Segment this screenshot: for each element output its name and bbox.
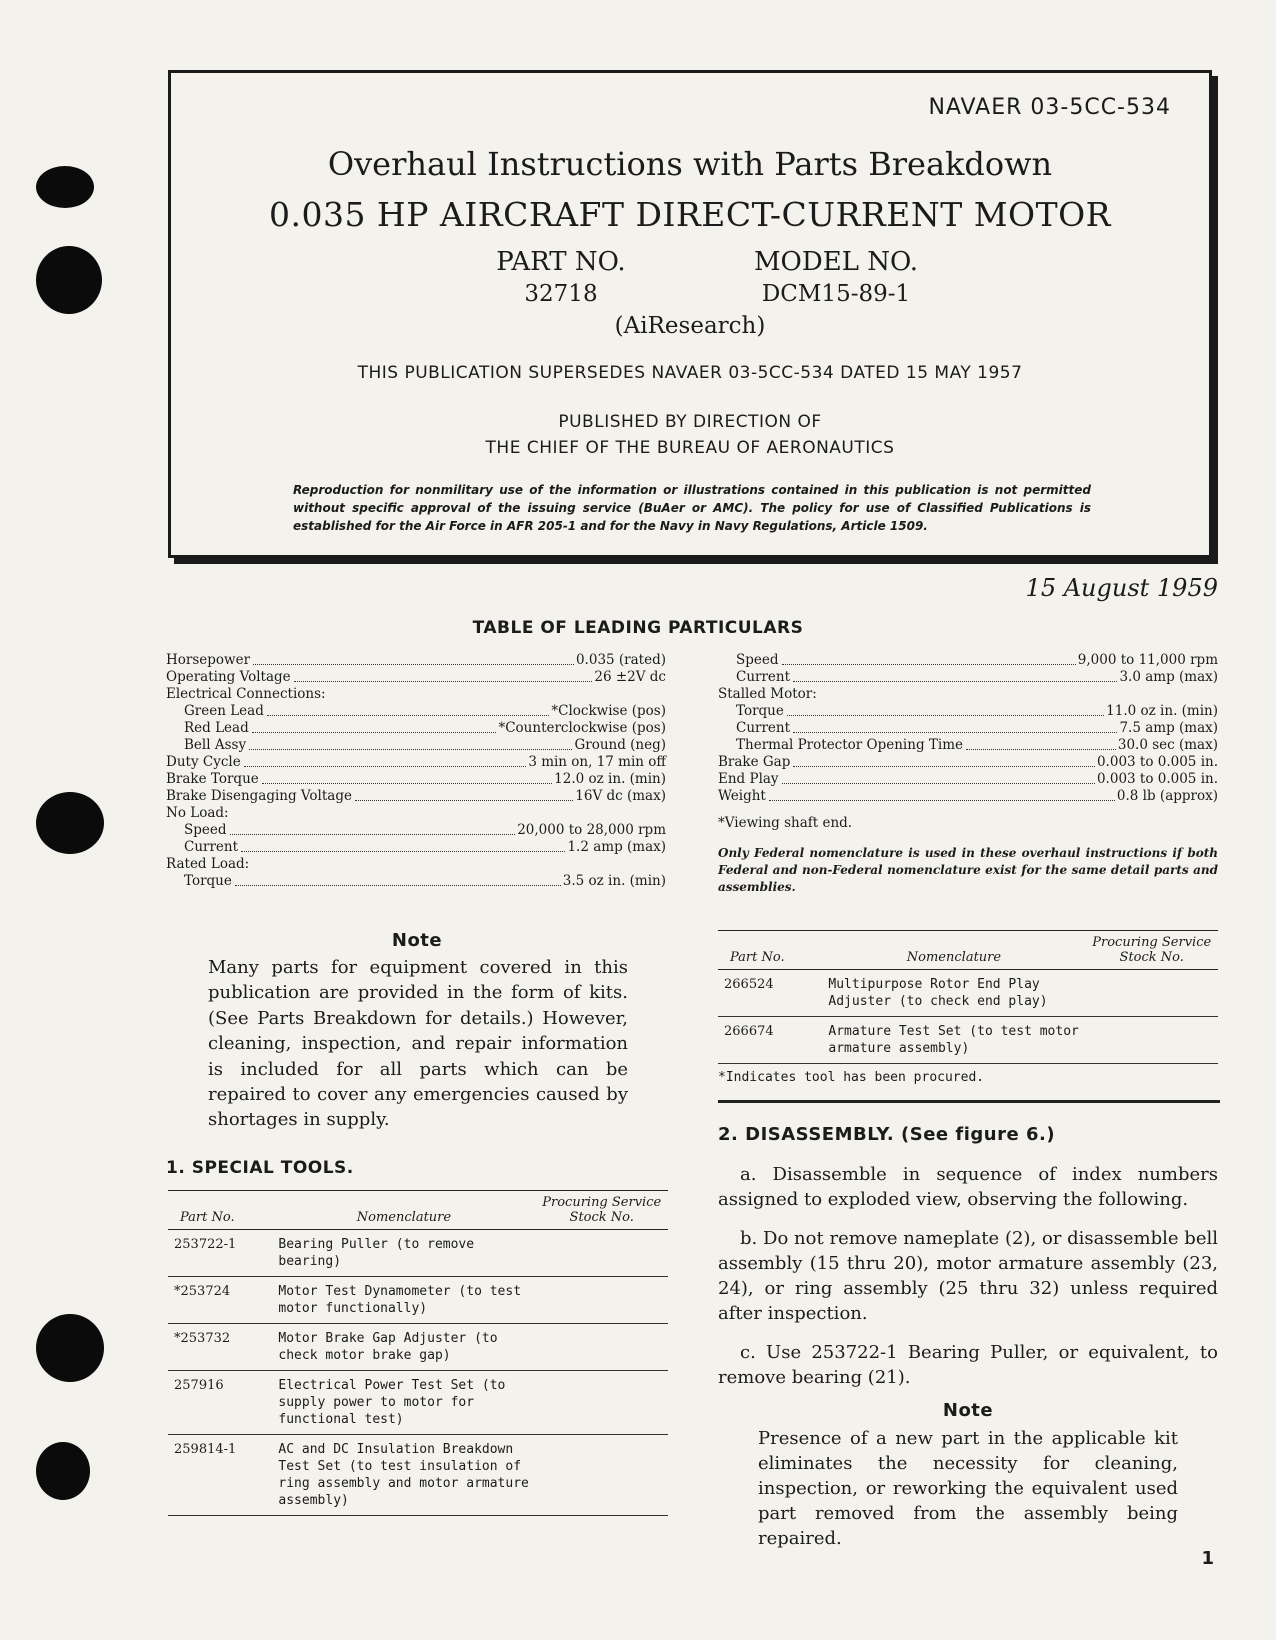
table-row: [718, 970, 1218, 1017]
disassembly-heading: 2. DISASSEMBLY. (See figure 6.): [718, 1124, 1056, 1145]
particular-label: Stalled Motor:: [718, 686, 817, 702]
published-line1: PUBLISHED BY DIRECTION OF: [558, 412, 822, 432]
particular-row: [718, 788, 1218, 805]
nomenclature-note: Only Federal nomenclature is used in these overhaul instructions if both Federal and non-Federal nomenclature exist for the same detail parts and assemblies.: [718, 846, 1218, 894]
disassembly-step-b: b. Do not remove nameplate (2), or disassemble bell assembly (15 thru 20), motor armature assembly (23, 24), or ring assembly (25 thru 32) unless required after inspection.: [718, 1228, 1218, 1324]
publication-number: NAVAER 03-5CC-534: [928, 95, 1171, 120]
tool-nomenclature: Motor Brake Gap Adjuster (to check motor brake gap): [272, 1324, 535, 1371]
particular-row: [166, 686, 666, 703]
tool-nomenclature: Motor Test Dynamometer (to test motor functionally): [272, 1277, 535, 1324]
tool-stock-number: [535, 1230, 668, 1277]
tool-stock-number: [535, 1324, 668, 1371]
table-row: [168, 1277, 668, 1324]
particular-value: 16V dc (max): [575, 788, 666, 804]
particular-row: [166, 652, 666, 669]
table-row: [718, 1017, 1218, 1064]
particular-label: Duty Cycle: [166, 754, 241, 770]
document-title: Overhaul Instructions with Parts Breakdown: [327, 145, 1053, 183]
particular-label: No Load:: [166, 805, 229, 821]
tool-nomenclature: Armature Test Set (to test motor armature assembly): [822, 1017, 1085, 1064]
particular-row: [718, 703, 1218, 720]
leader-dots: [267, 703, 550, 716]
tool-part-number: 266524: [718, 970, 822, 1017]
particular-label: Speed: [184, 822, 227, 838]
particular-value: 20,000 to 28,000 rpm: [517, 822, 666, 838]
col-stock-no: Procuring Service Stock No.: [1085, 931, 1218, 970]
leader-dots: [355, 788, 573, 801]
section-divider: [718, 1100, 1220, 1103]
tool-part-number: 259814-1: [168, 1435, 272, 1516]
leader-dots: [294, 669, 593, 682]
particular-label: Bell Assy: [184, 737, 247, 753]
tool-nomenclature: Electrical Power Test Set (to supply power to motor for functional test): [272, 1371, 535, 1435]
tool-part-number: *253724: [168, 1277, 272, 1324]
particular-value: *Counterclockwise (pos): [498, 720, 666, 736]
particular-value: 11.0 oz in. (min): [1106, 703, 1218, 719]
model-label: MODEL NO.: [753, 247, 919, 277]
particular-value: 0.8 lb (approx): [1116, 788, 1218, 804]
particular-label: Torque: [736, 703, 784, 719]
leader-dots: [230, 822, 516, 835]
leader-dots: [252, 720, 497, 733]
particular-row: [166, 788, 666, 805]
col-part-no: Part No.: [168, 1191, 272, 1230]
part-value: 32718: [524, 281, 598, 307]
particular-value: 0.003 to 0.005 in.: [1096, 754, 1218, 770]
part-number-block: [461, 247, 661, 307]
model-number-block: [711, 247, 961, 307]
reproduction-notice: Reproduction for nonmilitary use of the information or illustrations contained in this publication is not permitted without specific approval of the issuing service (BuAer or AMC). The policy for use of Classified Publications is established for the Air Force in AFR 205-1 and for the Navy in Navy Regulations, Article 1509.: [293, 483, 1091, 533]
particulars-title: TABLE OF LEADING PARTICULARS: [472, 618, 804, 638]
leader-dots: [787, 703, 1104, 716]
particular-label: Brake Gap: [718, 754, 791, 770]
particular-value: 9,000 to 11,000 rpm: [1077, 652, 1218, 668]
tool-stock-number: [535, 1371, 668, 1435]
particular-value: Ground (neg): [574, 737, 666, 753]
particular-row: [166, 805, 666, 822]
particular-row: [166, 873, 666, 890]
tool-part-number: 266674: [718, 1017, 822, 1064]
leader-dots: [782, 652, 1076, 665]
binder-hole: [36, 166, 94, 208]
tools-header-row: [718, 931, 1218, 970]
table-row: [168, 1230, 668, 1277]
tool-part-number: *253732: [168, 1324, 272, 1371]
supersedes-notice: THIS PUBLICATION SUPERSEDES NAVAER 03-5CC-534 DATED 15 MAY 1957: [357, 363, 1023, 383]
particular-label: Brake Torque: [166, 771, 259, 787]
manufacturer: (AiResearch): [614, 313, 766, 339]
particular-label: Thermal Protector Opening Time: [736, 737, 963, 753]
leader-dots: [793, 754, 1095, 767]
particular-row: [166, 839, 666, 856]
particulars-right-column: [718, 652, 1218, 896]
leader-dots: [235, 873, 561, 886]
particular-label: Electrical Connections:: [166, 686, 326, 702]
published-by: [171, 409, 1209, 461]
particular-row: [166, 703, 666, 720]
tool-stock-number: [1085, 970, 1218, 1017]
table-row: [168, 1324, 668, 1371]
table-row: [168, 1435, 668, 1516]
particular-value: 26 ±2V dc: [594, 669, 666, 685]
particular-row: [166, 669, 666, 686]
particular-value: 12.0 oz in. (min): [554, 771, 666, 787]
document-subtitle: 0.035 HP AIRCRAFT DIRECT-CURRENT MOTOR: [268, 195, 1112, 234]
published-line2: THE CHIEF OF THE BUREAU OF AERONAUTICS: [485, 438, 895, 458]
tool-part-number: 253722-1: [168, 1230, 272, 1277]
leader-dots: [244, 754, 527, 767]
leader-dots: [249, 737, 572, 750]
particular-label: Weight: [718, 788, 766, 804]
leader-dots: [793, 720, 1117, 733]
publication-date: 15 August 1959: [1025, 574, 1218, 602]
particular-label: Horsepower: [166, 652, 251, 668]
particular-value: 0.003 to 0.005 in.: [1096, 771, 1218, 787]
leader-dots: [262, 771, 552, 784]
particular-label: Torque: [184, 873, 232, 889]
particular-label: Operating Voltage: [166, 669, 291, 685]
tool-stock-number: [535, 1277, 668, 1324]
tool-nomenclature: Bearing Puller (to remove bearing): [272, 1230, 535, 1277]
particular-label: Red Lead: [184, 720, 249, 736]
title-block: [168, 70, 1212, 558]
col-part-no: Part No.: [718, 931, 822, 970]
particular-row: [718, 652, 1218, 669]
particular-value: 7.5 amp (max): [1119, 720, 1218, 736]
particular-label: Rated Load:: [166, 856, 250, 872]
particular-row: [718, 669, 1218, 686]
particulars-left-column: [166, 652, 666, 890]
note-body: Many parts for equipment covered in this publication are provided in the form of kits. (See Parts Breakdown for details.) However, cleaning, inspection, and repair information is included for all parts which can be repaired to cover any emergencies caused by shortages in supply.: [208, 957, 628, 1131]
tool-nomenclature: AC and DC Insulation Breakdown Test Set (to test insulation of ring assembly and motor armature assembly): [272, 1435, 535, 1516]
disassembly-note-body: Presence of a new part in the applicable kit eliminates the necessity for cleaning, inspection, or reworking the equivalent used part removed from the assembly being repaired.: [758, 1428, 1178, 1549]
particular-label: Brake Disengaging Voltage: [166, 788, 352, 804]
particular-row: [166, 720, 666, 737]
particular-value: 3.0 amp (max): [1119, 669, 1218, 685]
leader-dots: [966, 737, 1116, 750]
tool-stock-number: [1085, 1017, 1218, 1064]
particular-row: [718, 686, 1218, 703]
special-tools-table: [168, 1190, 668, 1516]
particular-row: [166, 737, 666, 754]
model-value: DCM15-89-1: [761, 281, 911, 307]
particular-row: [718, 720, 1218, 737]
particular-label: Green Lead: [184, 703, 264, 719]
particular-value: *Clockwise (pos): [551, 703, 666, 719]
special-tools-rows: [168, 1230, 668, 1516]
disassembly-note-heading: Note: [942, 1400, 994, 1421]
note-heading: Note: [391, 930, 443, 951]
particular-label: Current: [736, 720, 791, 736]
particular-label: End Play: [718, 771, 779, 787]
binder-hole: [36, 1442, 90, 1500]
particular-row: [166, 754, 666, 771]
leader-dots: [782, 771, 1095, 784]
particular-row: [166, 822, 666, 839]
col-nomenclature: Nomenclature: [822, 931, 1085, 970]
particular-row: [166, 856, 666, 873]
special-tools-table-continued: [718, 930, 1218, 1064]
leader-dots: [769, 788, 1115, 801]
particular-label: Speed: [736, 652, 779, 668]
table-row: [168, 1371, 668, 1435]
disassembly-step-a: a. Disassemble in sequence of index numbers assigned to exploded view, observing the following.: [718, 1164, 1218, 1210]
disassembly-step-c: c. Use 253722-1 Bearing Puller, or equivalent, to remove bearing (21).: [718, 1342, 1218, 1388]
special-tools-heading: 1. SPECIAL TOOLS.: [166, 1158, 354, 1178]
particular-label: Current: [184, 839, 239, 855]
leader-dots: [793, 669, 1117, 682]
tools-footnote: *Indicates tool has been procured.: [718, 1070, 985, 1085]
particulars-right-rows: [718, 652, 1218, 805]
particular-value: 30.0 sec (max): [1117, 737, 1218, 753]
particular-row: [718, 754, 1218, 771]
particular-value: 0.035 (rated): [575, 652, 666, 668]
part-label: PART NO.: [496, 247, 626, 277]
particular-row: [166, 771, 666, 788]
tools-header-row: [168, 1191, 668, 1230]
particular-value: 3 min on, 17 min off: [528, 754, 666, 770]
special-tools-rows-continued: [718, 970, 1218, 1064]
tool-stock-number: [535, 1435, 668, 1516]
particular-row: [718, 737, 1218, 754]
particular-label: Current: [736, 669, 791, 685]
col-nomenclature: Nomenclature: [272, 1191, 535, 1230]
particular-value: 1.2 amp (max): [567, 839, 666, 855]
binder-hole: [36, 246, 102, 314]
page-number: 1: [1201, 1548, 1214, 1569]
leader-dots: [241, 839, 565, 852]
particulars-footnote: *Viewing shaft end.: [718, 815, 853, 831]
particular-value: 3.5 oz in. (min): [562, 873, 666, 889]
particular-row: [718, 771, 1218, 788]
binder-hole: [36, 1314, 104, 1382]
tool-part-number: 257916: [168, 1371, 272, 1435]
tool-nomenclature: Multipurpose Rotor End Play Adjuster (to check end play): [822, 970, 1085, 1017]
binder-hole: [36, 792, 104, 854]
leader-dots: [253, 652, 574, 665]
col-stock-no: Procuring Service Stock No.: [535, 1191, 668, 1230]
